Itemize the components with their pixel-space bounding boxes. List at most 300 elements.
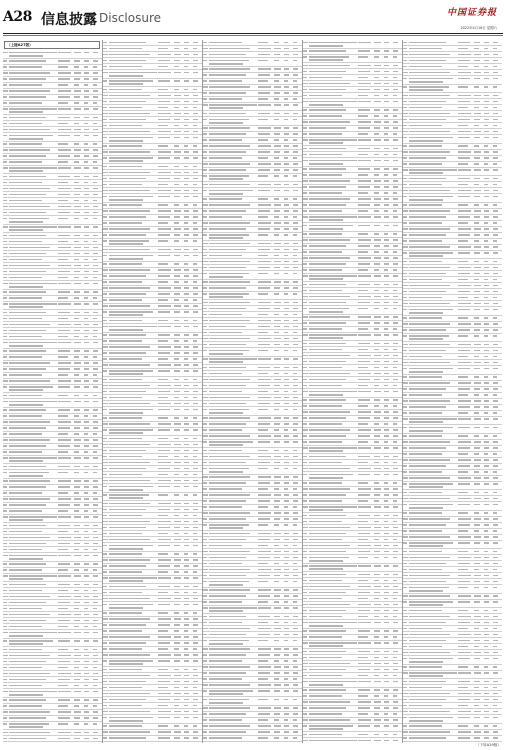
cell-text-line xyxy=(203,654,207,656)
table-cell xyxy=(384,63,393,68)
cell-text-line xyxy=(203,488,207,490)
table-row xyxy=(203,103,302,112)
table-cell xyxy=(74,233,84,238)
cell-text-line xyxy=(293,737,297,739)
table-cell xyxy=(109,659,157,667)
cell-text-line xyxy=(174,48,179,50)
cell-text-line xyxy=(174,717,180,719)
cell-text-line xyxy=(109,60,146,62)
table-cell xyxy=(257,401,274,406)
table-cell xyxy=(109,531,157,536)
cell-text-line xyxy=(209,462,246,464)
cell-text-line xyxy=(209,684,250,686)
cell-text-line xyxy=(258,68,271,70)
cell-text-line xyxy=(209,261,250,263)
table-cell xyxy=(293,300,302,305)
table-cell xyxy=(184,685,193,690)
cell-text-line xyxy=(203,338,208,340)
cell-text-line xyxy=(209,450,242,452)
cell-text-line xyxy=(84,161,88,163)
cell-text-line xyxy=(9,504,46,506)
table-cell xyxy=(209,659,257,664)
table-cell xyxy=(257,357,274,365)
table-cell xyxy=(393,81,402,86)
cell-text-line xyxy=(109,172,150,174)
table-cell xyxy=(157,221,174,226)
table-cell xyxy=(274,300,284,305)
cell-text-line xyxy=(158,204,168,206)
cell-text-line xyxy=(103,326,108,328)
cell-text-line xyxy=(293,92,298,94)
cell-text-line xyxy=(103,521,108,523)
cell-text-line xyxy=(58,457,71,459)
cell-text-line xyxy=(109,249,150,251)
cell-text-line xyxy=(109,553,142,555)
table-cell xyxy=(9,450,57,455)
table-cell xyxy=(274,440,284,448)
cell-text-line xyxy=(58,549,68,551)
table-cell xyxy=(84,639,93,647)
cell-text-line xyxy=(209,634,246,636)
table-cell xyxy=(274,91,284,96)
table-cell xyxy=(57,541,74,546)
cell-text-line xyxy=(209,281,250,283)
table-cell xyxy=(209,730,257,735)
table-cell xyxy=(9,515,57,523)
table-cell xyxy=(174,357,184,362)
cell-text-line xyxy=(293,417,298,419)
cell-text-line xyxy=(293,569,298,571)
cell-text-line xyxy=(93,466,98,468)
cell-text-line xyxy=(174,352,180,354)
table-cell xyxy=(284,511,293,516)
cell-text-line xyxy=(74,149,81,151)
table-cell xyxy=(109,673,157,678)
cell-text-line xyxy=(258,707,271,709)
cell-text-line xyxy=(174,358,179,360)
table-cell xyxy=(93,639,102,647)
cell-text-line xyxy=(158,648,168,650)
table-cell xyxy=(74,367,84,372)
table-cell xyxy=(93,263,102,268)
cell-text-line xyxy=(203,302,208,304)
table-cell xyxy=(193,501,202,506)
cell-text-line xyxy=(293,281,298,283)
table-cell xyxy=(184,584,193,589)
table-cell xyxy=(74,133,84,141)
table-cell xyxy=(209,718,257,723)
cell-text-line xyxy=(193,334,198,336)
cell-text-line xyxy=(209,731,246,733)
table-cell xyxy=(193,730,202,735)
cell-text-line xyxy=(209,545,242,547)
cell-text-line xyxy=(158,660,170,662)
cell-text-line xyxy=(284,234,288,236)
cell-text-line xyxy=(203,462,207,464)
cell-text-line xyxy=(103,275,107,277)
table-cell xyxy=(293,724,302,729)
table-cell xyxy=(109,617,157,622)
cell-text-line xyxy=(174,80,180,82)
cell-text-line xyxy=(103,717,107,719)
table-cell xyxy=(157,70,174,78)
table-cell xyxy=(293,712,302,717)
cell-text-line xyxy=(103,660,107,662)
cell-text-line xyxy=(284,563,288,565)
table-cell xyxy=(109,525,157,530)
table-cell xyxy=(193,333,202,338)
table-cell xyxy=(284,689,293,697)
cell-text-line xyxy=(293,500,298,502)
cell-text-line xyxy=(293,512,298,514)
table-cell xyxy=(293,659,302,664)
table-cell xyxy=(93,245,102,250)
cell-text-line xyxy=(284,80,288,82)
cell-text-line xyxy=(284,518,289,520)
cell-text-line xyxy=(193,89,197,91)
table-cell xyxy=(157,369,174,377)
table-row xyxy=(103,156,202,165)
table-cell xyxy=(209,493,257,498)
table-cell xyxy=(293,259,302,264)
table-cell xyxy=(293,567,302,572)
cell-text-line xyxy=(258,267,270,269)
cell-text-line xyxy=(258,435,271,437)
table-cell xyxy=(74,659,84,664)
table-cell xyxy=(274,671,284,676)
table-row xyxy=(3,107,102,116)
cell-text-line xyxy=(284,456,289,458)
cell-text-line xyxy=(258,539,270,541)
table-cell xyxy=(284,197,293,202)
cell-text-line xyxy=(103,577,108,579)
table-cell xyxy=(184,653,193,658)
table-cell xyxy=(184,144,193,149)
cell-text-line xyxy=(193,48,197,50)
table-cell xyxy=(157,685,174,690)
table-cell xyxy=(109,64,157,69)
table-cell xyxy=(293,67,302,72)
cell-text-line xyxy=(84,374,88,376)
cell-text-line xyxy=(274,737,279,739)
cell-text-line xyxy=(284,379,289,381)
cell-text-line xyxy=(9,575,57,577)
cell-text-line xyxy=(3,143,7,145)
cell-text-line xyxy=(109,429,153,431)
table-cell xyxy=(84,373,93,378)
cell-text-line xyxy=(293,350,297,352)
cell-text-line xyxy=(293,175,297,177)
cell-text-line xyxy=(84,705,88,707)
table-cell xyxy=(209,511,257,516)
cell-text-line xyxy=(103,648,107,650)
cell-text-line xyxy=(193,107,197,109)
cell-text-line xyxy=(174,346,181,348)
cell-text-line xyxy=(174,60,180,62)
table-row xyxy=(103,742,202,744)
cell-text-line xyxy=(258,476,271,478)
cell-text-line xyxy=(9,486,46,488)
table-cell xyxy=(157,442,174,447)
table-cell xyxy=(9,653,57,658)
cell-text-line xyxy=(209,616,246,618)
table-cell xyxy=(193,345,202,350)
cell-text-line xyxy=(284,731,289,733)
table-cell xyxy=(157,623,174,628)
cell-text-line xyxy=(284,98,288,100)
table-cell xyxy=(9,316,57,321)
table-cell xyxy=(209,632,257,637)
table-cell xyxy=(293,454,302,459)
table-cell xyxy=(157,416,174,421)
cell-text-line xyxy=(103,172,108,174)
cell-text-line xyxy=(274,267,280,269)
cell-text-line xyxy=(158,462,171,464)
cell-text-line xyxy=(9,614,50,616)
table-cell xyxy=(9,349,57,354)
cell-text-line xyxy=(293,707,298,709)
cell-text-line xyxy=(109,391,146,393)
table-cell xyxy=(274,182,284,187)
table-cell xyxy=(284,365,293,370)
table-cell xyxy=(9,225,57,233)
cell-text-line xyxy=(158,364,171,366)
cell-text-line xyxy=(9,200,42,202)
cell-text-line xyxy=(293,488,297,490)
cell-text-line xyxy=(203,216,207,218)
table-cell xyxy=(93,154,102,159)
table-cell xyxy=(74,547,84,552)
table-cell xyxy=(109,156,157,164)
cell-text-line xyxy=(258,607,271,609)
table-cell xyxy=(93,562,102,567)
table-cell xyxy=(193,93,202,98)
cell-text-line xyxy=(258,204,271,206)
table-cell xyxy=(357,40,374,48)
cell-text-line xyxy=(203,243,208,245)
cell-text-line xyxy=(9,409,46,411)
table-cell xyxy=(393,63,402,68)
table-cell xyxy=(9,464,57,469)
table-cell xyxy=(157,105,174,110)
cell-text-line xyxy=(9,194,46,196)
cell-text-line xyxy=(103,119,107,121)
cell-text-line xyxy=(74,324,81,326)
cell-text-line xyxy=(109,263,142,265)
cell-text-line xyxy=(174,305,181,307)
table-cell xyxy=(174,52,184,57)
cell-text-line xyxy=(293,184,298,186)
table-cell xyxy=(74,722,84,730)
cell-text-line xyxy=(158,731,171,733)
cell-text-line xyxy=(158,269,171,271)
table-cell xyxy=(174,135,184,143)
cell-text-line xyxy=(103,178,107,180)
cell-text-line xyxy=(203,48,208,50)
cell-text-line xyxy=(174,196,180,198)
cell-text-line xyxy=(203,86,208,88)
cell-text-line xyxy=(109,456,142,458)
table-cell xyxy=(57,562,74,567)
table-cell xyxy=(274,626,284,631)
cell-text-line xyxy=(109,521,150,523)
cell-text-line xyxy=(203,145,208,147)
cell-text-line xyxy=(58,271,70,273)
table-cell xyxy=(84,160,93,165)
table-cell xyxy=(184,407,193,415)
table-cell xyxy=(284,647,293,652)
table-cell xyxy=(174,324,184,332)
cell-text-line xyxy=(309,77,342,79)
cell-text-line xyxy=(174,577,181,579)
table-cell xyxy=(174,596,184,601)
table-cell xyxy=(184,730,193,735)
table-cell xyxy=(57,225,74,233)
cell-text-line xyxy=(158,210,171,212)
cell-text-line xyxy=(3,723,7,725)
table-cell xyxy=(293,103,302,111)
cell-text-line xyxy=(93,253,98,255)
cell-text-line xyxy=(284,707,289,709)
cell-text-line xyxy=(258,397,271,399)
cell-text-line xyxy=(9,303,57,305)
table-cell xyxy=(57,334,74,339)
cell-text-line xyxy=(3,649,7,651)
cell-text-line xyxy=(174,184,179,186)
cell-text-line xyxy=(274,622,279,624)
cell-text-line xyxy=(293,273,297,275)
cell-text-line xyxy=(309,59,343,61)
table-row xyxy=(103,369,202,378)
cell-text-line xyxy=(209,737,242,739)
table-cell xyxy=(57,553,74,561)
cell-text-line xyxy=(174,370,180,372)
cell-text-line xyxy=(203,690,207,692)
table-cell xyxy=(9,594,57,599)
cell-text-line xyxy=(109,140,143,142)
table-cell xyxy=(84,444,93,449)
cell-text-line xyxy=(174,624,180,626)
cell-text-line xyxy=(109,166,142,168)
table-cell xyxy=(84,198,93,203)
cell-text-line xyxy=(109,432,143,434)
cell-text-line xyxy=(74,161,79,163)
cell-text-line xyxy=(58,498,71,500)
cell-text-line xyxy=(93,291,98,293)
cell-text-line xyxy=(174,311,180,313)
table-cell xyxy=(174,641,184,646)
cell-text-line xyxy=(203,60,207,62)
table-cell xyxy=(9,186,57,191)
cell-text-line xyxy=(174,699,180,701)
table-cell xyxy=(257,156,274,161)
table-cell xyxy=(157,401,174,406)
cell-text-line xyxy=(84,711,89,713)
cell-text-line xyxy=(158,687,168,689)
cell-text-line xyxy=(84,427,89,429)
cell-text-line xyxy=(284,338,289,340)
table-cell xyxy=(274,389,284,394)
table-cell xyxy=(109,635,157,640)
cell-text-line xyxy=(158,494,168,496)
table-cell xyxy=(293,626,302,631)
cell-text-line xyxy=(274,373,279,375)
cell-text-line xyxy=(58,584,70,586)
cell-text-line xyxy=(293,581,297,583)
table-cell xyxy=(84,257,93,262)
table-cell xyxy=(257,221,274,226)
cell-text-line xyxy=(258,243,271,245)
table-row xyxy=(3,50,102,59)
table-cell xyxy=(209,286,257,291)
cell-text-line xyxy=(103,66,107,68)
cell-text-line xyxy=(203,344,207,346)
cell-text-line xyxy=(193,565,198,567)
cell-text-line xyxy=(74,421,81,423)
cell-text-line xyxy=(84,129,89,131)
cell-text-line xyxy=(109,145,142,147)
table-cell xyxy=(57,379,74,384)
table-cell xyxy=(74,497,84,502)
cell-text-line xyxy=(209,222,250,224)
cell-text-line xyxy=(203,320,208,322)
table-cell xyxy=(84,653,93,658)
cell-text-line xyxy=(93,421,98,423)
table-cell xyxy=(74,612,84,617)
cell-text-line xyxy=(58,492,68,494)
cell-text-line xyxy=(184,618,189,620)
table-cell xyxy=(9,59,57,64)
cell-text-line xyxy=(184,444,189,446)
table-cell xyxy=(84,269,93,274)
cell-text-line xyxy=(58,117,70,119)
table-cell xyxy=(257,460,274,465)
table-cell xyxy=(209,573,257,578)
cell-text-line xyxy=(158,125,168,127)
cell-text-line xyxy=(193,190,198,192)
cell-text-line xyxy=(203,175,207,177)
cell-text-line xyxy=(203,157,207,159)
cell-text-line xyxy=(84,253,89,255)
cell-text-line xyxy=(93,738,98,740)
cell-text-line xyxy=(184,299,188,301)
cell-text-line xyxy=(9,342,57,344)
cell-text-line xyxy=(274,409,279,411)
cell-text-line xyxy=(203,367,207,369)
table-cell xyxy=(293,428,302,433)
cell-text-line xyxy=(193,80,198,82)
table-cell xyxy=(157,629,174,634)
cell-text-line xyxy=(258,391,268,393)
table-cell xyxy=(257,493,274,498)
cell-text-line xyxy=(158,240,168,242)
table-cell xyxy=(184,501,193,506)
cell-text-line xyxy=(203,68,208,70)
table-cell xyxy=(74,186,84,191)
table-column xyxy=(3,40,103,743)
table-cell xyxy=(57,340,74,348)
table-cell xyxy=(84,574,93,582)
table-cell xyxy=(157,525,174,530)
table-cell xyxy=(157,170,174,175)
table-cell xyxy=(257,448,274,453)
table-cell xyxy=(193,736,202,741)
cell-text-line xyxy=(374,95,379,97)
table-cell xyxy=(257,111,274,116)
cell-text-line xyxy=(9,176,46,178)
cell-text-line xyxy=(84,584,89,586)
table-cell xyxy=(157,318,174,323)
